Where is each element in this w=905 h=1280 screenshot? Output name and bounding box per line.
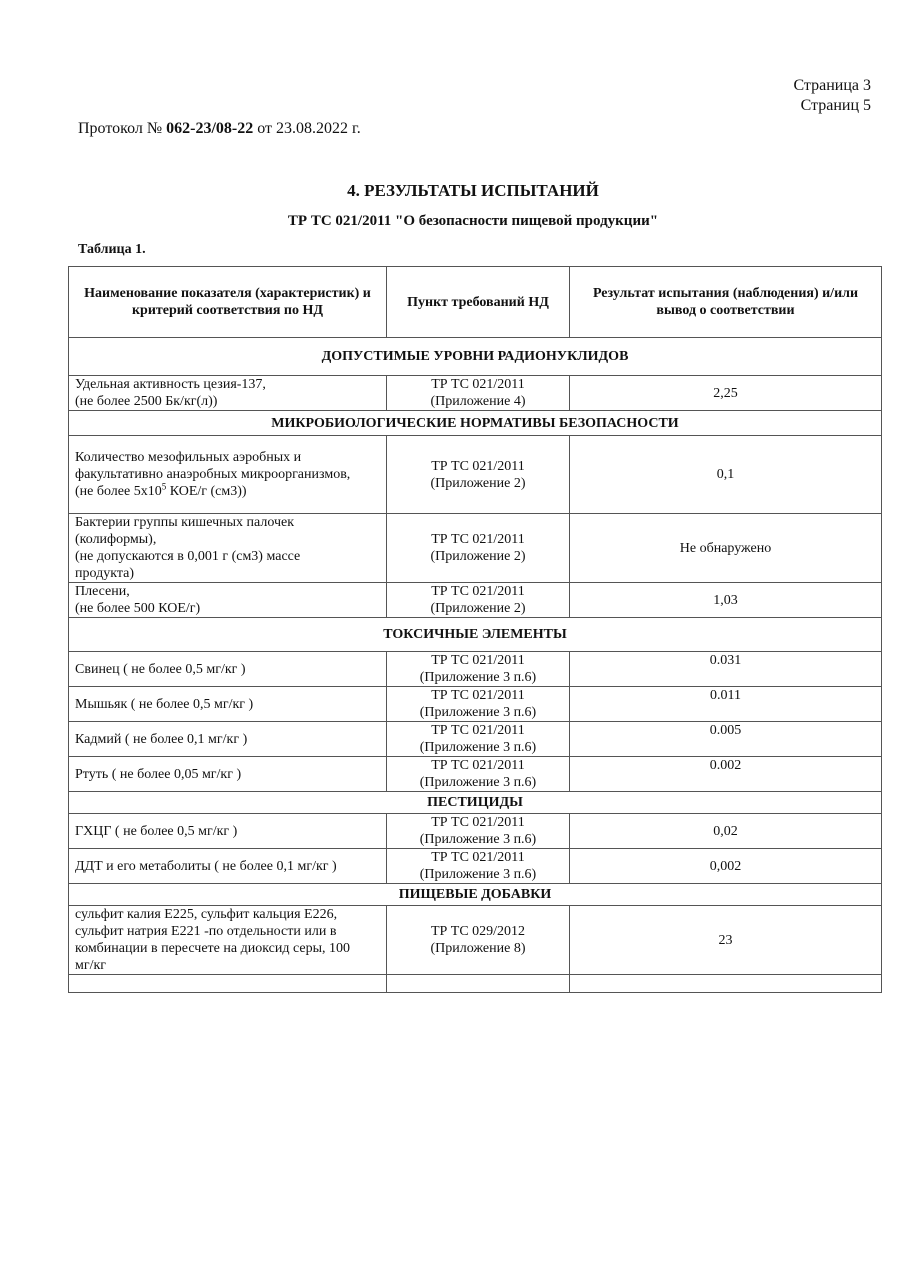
protocol-prefix: Протокол № (78, 120, 163, 137)
requirement-cell (387, 906, 570, 975)
name-superscript: 5 (161, 481, 167, 492)
indicator-name-cell (69, 814, 387, 849)
result-cell: 0.031 (570, 652, 882, 687)
indicator-name-cell (69, 906, 387, 975)
table-header-row (69, 267, 882, 338)
cell-line: ТР ТС 021/2011 (431, 815, 525, 830)
section-title-cell: ДОПУСТИМЫЕ УРОВНИ РАДИОНУКЛИДОВ (69, 338, 882, 376)
table-row (69, 814, 882, 849)
cell-line: Ртуть ( не более 0,05 мг/кг ) (75, 766, 242, 782)
result-cell: 1,03 (570, 583, 882, 618)
result-cell: 23 (570, 906, 882, 975)
indicator-name-cell (69, 436, 387, 514)
cell-line: (Приложение 4) (430, 394, 526, 409)
column-header-name: Наименование показателя (характеристик) и критерий соответствия по НД (69, 267, 387, 338)
indicator-name-cell (69, 849, 387, 884)
empty-cell (570, 975, 882, 993)
result-cell: 2,25 (570, 376, 882, 411)
pages-line: Страниц 5 (800, 97, 871, 114)
indicator-name-cell (69, 376, 387, 411)
table-row (69, 849, 882, 884)
table-row (69, 687, 882, 722)
cell-line: (Приложение 2) (430, 475, 526, 491)
table-row (69, 376, 882, 411)
cell-line: ТР ТС 021/2011 (431, 653, 525, 668)
cell-line: (не более 2500 Бк/кг(л)) (75, 394, 218, 409)
page-line: Страница 3 (793, 77, 871, 94)
cell-line: (Приложение 3 п.6) (419, 832, 537, 847)
table-label: Таблица 1. (78, 242, 146, 257)
indicator-name-cell (69, 687, 387, 722)
cell-line: ТР ТС 021/2011 (431, 377, 525, 392)
result-cell: 0,002 (570, 849, 882, 884)
cell-line: (Приложение 3 п.6) (419, 740, 537, 755)
cell-line: мг/кг (75, 958, 107, 973)
cell-line: ТР ТС 021/2011 (431, 688, 525, 703)
requirement-cell (387, 722, 570, 757)
cell-line: (Приложение 3 п.6) (419, 775, 537, 790)
result-cell: 0,1 (570, 436, 882, 514)
table-row (69, 436, 882, 514)
cell-line: Свинец ( не более 0,5 мг/кг ) (75, 661, 246, 677)
cell-line: (Приложение 3 п.6) (419, 705, 537, 720)
requirement-cell (387, 814, 570, 849)
cell-line: ТР ТС 021/2011 (431, 458, 525, 474)
indicator-name-cell (69, 722, 387, 757)
regulation-title: ТР ТС 021/2011 "О безопасности пищевой продукции" (287, 213, 659, 229)
result-cell: Не обнаружено (570, 514, 882, 583)
cell-line (75, 483, 380, 500)
table-row (69, 906, 882, 975)
cell-line: (Приложение 2) (430, 549, 526, 564)
cell-line: сульфит калия Е225, сульфит кальция Е226, (75, 907, 338, 922)
column-header-result: Результат испытания (наблюдения) и/или вывод о соответствии (570, 267, 882, 338)
section-title-cell: ПЕСТИЦИДЫ (69, 792, 882, 814)
cell-line: Плесени, (75, 584, 130, 599)
section-row (69, 792, 882, 814)
section-title: 4. РЕЗУЛЬТАТЫ ИСПЫТАНИЙ (347, 181, 599, 200)
cell-line: ГХЦГ ( не более 0,5 мг/кг ) (75, 823, 238, 839)
cell-line: ТР ТС 021/2011 (431, 532, 525, 547)
section-row (69, 618, 882, 652)
cell-line: (не допускаются в 0,001 г (см3) массе (75, 549, 301, 564)
requirement-cell (387, 514, 570, 583)
requirement-cell (387, 436, 570, 514)
indicator-name-cell (69, 514, 387, 583)
cell-line: (колиформы), (75, 532, 157, 547)
cell-line: ДДТ и его метаболиты ( не более 0,1 мг/кг ) (75, 858, 337, 874)
cell-line: ТР ТС 021/2011 (431, 850, 525, 865)
table-body (69, 338, 882, 993)
empty-cell (387, 975, 570, 993)
cell-line: факультативно анаэробных микроорганизмов, (75, 467, 351, 482)
protocol-number: 062-23/08-22 (166, 120, 254, 137)
column-header-requirement: Пункт требований НД (387, 267, 570, 338)
indicator-name-cell (69, 652, 387, 687)
table-row (69, 757, 882, 792)
result-cell: 0,02 (570, 814, 882, 849)
cell-line: сульфит натрия Е221 -по отдельности или в (75, 924, 337, 939)
results-table (68, 266, 882, 993)
cell-line: ТР ТС 021/2011 (431, 584, 525, 599)
empty-cell (69, 975, 387, 993)
name-suffix: КОЕ/г (см3)) (166, 484, 247, 499)
section-title-cell: ТОКСИЧНЫЕ ЭЛЕМЕНТЫ (69, 618, 882, 652)
cell-line: продукта) (75, 566, 134, 581)
cell-line: (Приложение 3 п.6) (419, 670, 537, 685)
section-row (69, 338, 882, 376)
name-prefix: (не более 5х10 (75, 484, 162, 499)
requirement-cell (387, 849, 570, 884)
cell-line: Мышьяк ( не более 0,5 мг/кг ) (75, 696, 254, 712)
cell-line: ТР ТС 021/2011 (431, 758, 525, 773)
cell-line: (Приложение 8) (430, 941, 526, 956)
result-cell: 0.002 (570, 757, 882, 792)
page-number (793, 76, 871, 116)
section-row (69, 884, 882, 906)
indicator-name-cell (69, 583, 387, 618)
empty-row (69, 975, 882, 993)
cell-line: Удельная активность цезия-137, (75, 377, 266, 392)
cell-line: ТР ТС 021/2011 (431, 723, 525, 738)
section-row (69, 411, 882, 436)
protocol-date: от 23.08.2022 г. (257, 120, 361, 137)
result-cell: 0.011 (570, 687, 882, 722)
section-title-cell: ПИЩЕВЫЕ ДОБАВКИ (69, 884, 882, 906)
table-row (69, 652, 882, 687)
protocol-line (78, 120, 361, 138)
requirement-cell (387, 757, 570, 792)
indicator-name-cell (69, 757, 387, 792)
table-row (69, 722, 882, 757)
cell-line: комбинации в пересчете на диоксид серы, 100 (75, 941, 350, 956)
requirement-cell (387, 376, 570, 411)
result-cell: 0.005 (570, 722, 882, 757)
cell-line: (не более 500 КОЕ/г) (75, 601, 201, 616)
cell-line: Количество мезофильных аэробных и (75, 450, 302, 465)
table-row (69, 514, 882, 583)
cell-line: (Приложение 2) (430, 601, 526, 616)
cell-line: Кадмий ( не более 0,1 мг/кг ) (75, 731, 248, 747)
requirement-cell (387, 583, 570, 618)
cell-line: (Приложение 3 п.6) (419, 867, 537, 882)
cell-line: ТР ТС 029/2012 (430, 924, 526, 939)
section-title-cell: МИКРОБИОЛОГИЧЕСКИЕ НОРМАТИВЫ БЕЗОПАСНОСТИ (69, 411, 882, 436)
requirement-cell (387, 687, 570, 722)
cell-line: Бактерии группы кишечных палочек (75, 515, 295, 530)
requirement-cell (387, 652, 570, 687)
table-row (69, 583, 882, 618)
